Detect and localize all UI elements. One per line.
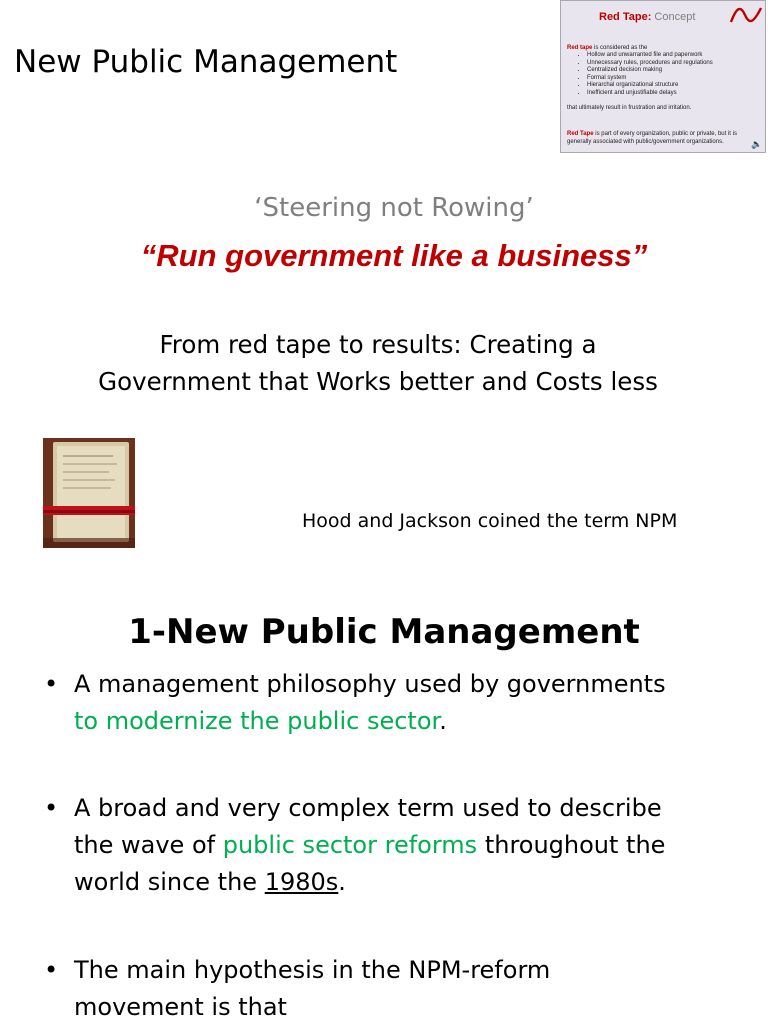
thumbnail-title: [599, 11, 695, 23]
bullet-line: movement is that: [74, 993, 287, 1021]
underlined-year: 1980s: [264, 868, 339, 896]
bullet-text: [74, 790, 734, 901]
bullet-pre: the wave of: [74, 831, 223, 859]
bullet-icon: •: [44, 956, 59, 984]
bullet-icon: •: [44, 794, 59, 822]
bullet-text: [74, 666, 734, 740]
thumbnail-title-red: Red Tape:: [599, 11, 652, 23]
from-red-tape-heading: [0, 326, 756, 400]
bullet-pre: world since the: [74, 868, 265, 896]
bullet-text: [74, 952, 734, 1026]
bullet-line: [74, 827, 734, 864]
bullet-line: A broad and very complex term used to describe: [74, 794, 662, 822]
bullet-end: .: [338, 868, 346, 896]
bullet-line: [74, 864, 734, 901]
list-item: • Hollow and unwarranted file and paperwork: [587, 52, 757, 60]
speaker-icon: 🔈: [751, 139, 763, 149]
list-item: • Hierarchal organizational structure: [587, 82, 757, 90]
thumbnail-note-red: Red Tape: [567, 131, 594, 137]
thumbnail-note-rest: is part of every organization, public or private, but it is generally associated with public/government organizations.: [567, 131, 737, 145]
red-tape-book-image: [43, 438, 135, 548]
thumbnail-intro-rest: is considered as the: [592, 45, 648, 51]
thumbnail-intro-red: Red tape: [567, 45, 593, 51]
thumbnail-list: [567, 52, 757, 97]
slide-title: New Public Management: [14, 44, 398, 80]
bullet-line: [74, 703, 734, 740]
steering-quote: ‘Steering not Rowing’: [254, 193, 534, 223]
slide-title: 1-New Public Management: [128, 612, 640, 652]
bullet-line: A management philosophy used by governments: [74, 670, 666, 698]
bullet-post: throughout the: [477, 831, 666, 859]
thumbnail-intro: [567, 44, 763, 52]
bullet-end: .: [439, 707, 447, 735]
logo-icon: [729, 4, 763, 26]
thumbnail-after: that ultimately result in frustration and irritation.: [567, 105, 692, 111]
list-item: • Centralized decision making: [587, 67, 757, 75]
bullet-icon: •: [44, 670, 59, 698]
from-red-tape-line2: Government that Works better and Costs less: [98, 367, 658, 396]
thumbnail-note: [567, 131, 757, 146]
list-item: • Inefficient and unjustifiable delays: [587, 90, 757, 98]
green-highlight: public sector reforms: [222, 831, 478, 859]
from-red-tape-line1: From red tape to results: Creating a: [159, 330, 597, 359]
hood-jackson-caption: Hood and Jackson coined the term NPM: [302, 510, 678, 532]
thumbnail-title-rest: Concept: [651, 11, 696, 23]
run-government-quote: “Run government like a business”: [140, 238, 648, 273]
bullet-line: The main hypothesis in the NPM-reform: [74, 956, 551, 984]
green-highlight: to modernize the public sector: [74, 707, 440, 735]
list-item: • Unnecessary rules, procedures and regulations: [587, 60, 757, 68]
list-item: • Formal system: [587, 75, 757, 83]
red-tape-thumbnail: [560, 0, 766, 153]
